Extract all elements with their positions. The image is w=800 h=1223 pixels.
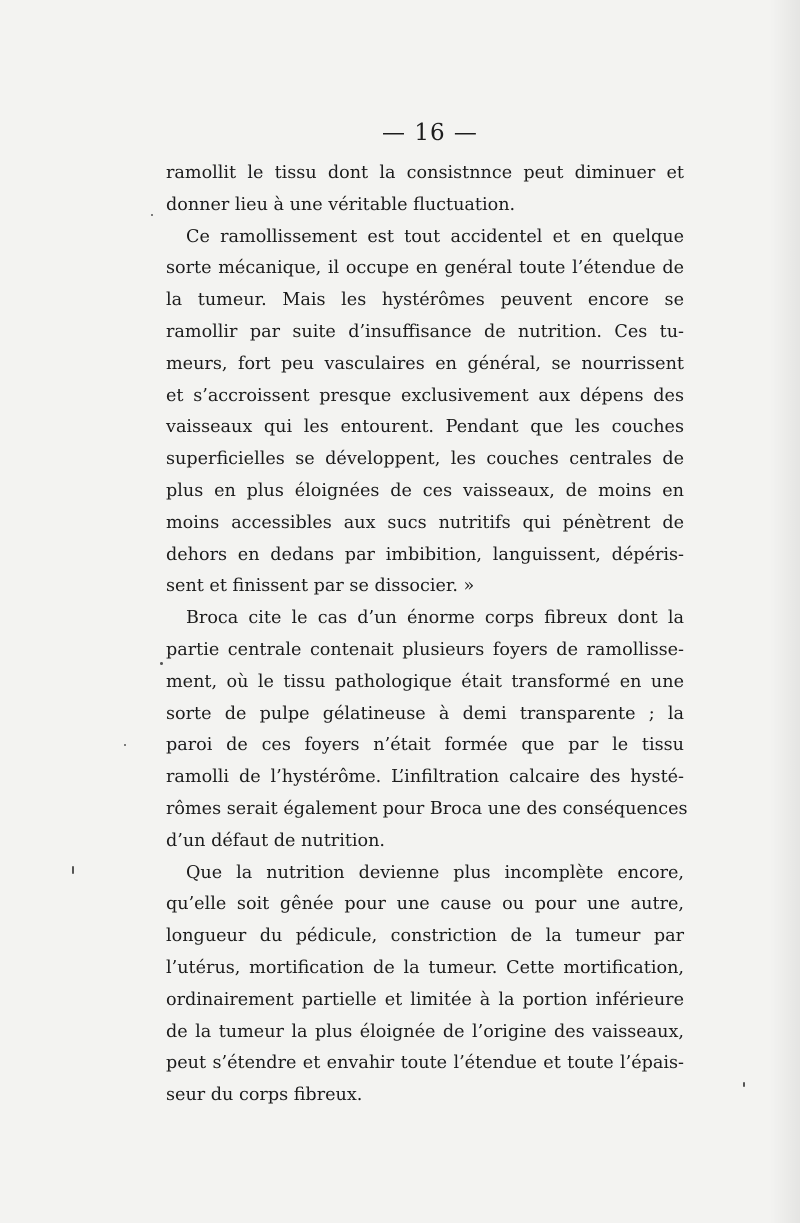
text-line: ramollir par suite d’insuffisance de nutrition. Ces tu- <box>166 321 684 342</box>
text-line: Ce ramollissement est tout accidentel et en quelque <box>186 226 684 247</box>
text-line: rômes serait également pour Broca une des conséquences <box>166 798 688 819</box>
page-number: — 16 — <box>382 120 478 146</box>
text-line: Que la nutrition devienne plus incomplète encore, <box>186 862 684 883</box>
scan-speck <box>160 662 163 665</box>
text-line: qu’elle soit gênée pour une cause ou pour une autre, <box>166 894 684 915</box>
text-line: sent et finissent par se dissocier. » <box>166 576 475 597</box>
text-line: dehors en dedans par imbibition, languissent, dépéris- <box>166 544 684 565</box>
text-line: sorte de pulpe gélatineuse à demi transparente ; la <box>166 703 684 724</box>
text-line: moins accessibles aux sucs nutritifs qui pénètrent de <box>166 512 684 533</box>
text-line: ramollit le tissu dont la consistnnce peut diminuer et <box>166 163 684 183</box>
text-line: et s’accroissent presque exclusivement aux dépens des <box>166 385 684 406</box>
page-edge-shadow <box>770 0 800 1223</box>
text-line: longueur du pédicule, constriction de la tumeur par <box>166 926 684 947</box>
text-line: seur du corps fibreux. <box>166 1085 363 1106</box>
scan-speck <box>743 1082 745 1087</box>
text-line: paroi de ces foyers n’était formée que par le tissu <box>166 735 684 756</box>
text-line: sorte mécanique, il occupe en genéral toute l’étendue de <box>166 258 684 279</box>
text-line: ordinairement partielle et limitée à la portion inférieure <box>166 989 684 1010</box>
text-line: peut s’étendre et envahir toute l’étendue et toute l’épais- <box>166 1053 684 1074</box>
text-line: d’un défaut de nutrition. <box>166 830 386 851</box>
text-line: vaisseaux qui les entourent. Pendant que les couches <box>166 417 684 438</box>
text-line: meurs, fort peu vasculaires en général, se nourrissent <box>166 353 684 374</box>
body-text <box>166 158 688 1112</box>
text-line: la tumeur. Mais les hystérômes peuvent encore se <box>166 290 684 311</box>
text-line: de la tumeur la plus éloignée de l’origine des vaisseaux, <box>166 1021 684 1042</box>
text-line: donner lieu à une véritable fluctuation. <box>166 194 516 215</box>
scan-speck <box>72 866 74 874</box>
text-line: partie centrale contenait plusieurs foyers de ramollisse- <box>166 639 684 660</box>
scan-speck <box>124 744 126 746</box>
text-line: l’utérus, mortification de la tumeur. Cette mortification, <box>166 957 684 978</box>
text-line: ment, où le tissu pathologique était transformé en une <box>166 671 684 692</box>
text-line: Broca cite le cas d’un énorme corps fibreux dont la <box>186 608 684 629</box>
text-line: plus en plus éloignées de ces vaisseaux, de moins en <box>166 480 684 501</box>
text-line: ramolli de l’hystérôme. L’infiltration calcaire des hysté- <box>166 767 684 788</box>
scan-speck <box>151 214 153 216</box>
text-line: superficielles se développent, les couches centrales de <box>166 449 684 470</box>
